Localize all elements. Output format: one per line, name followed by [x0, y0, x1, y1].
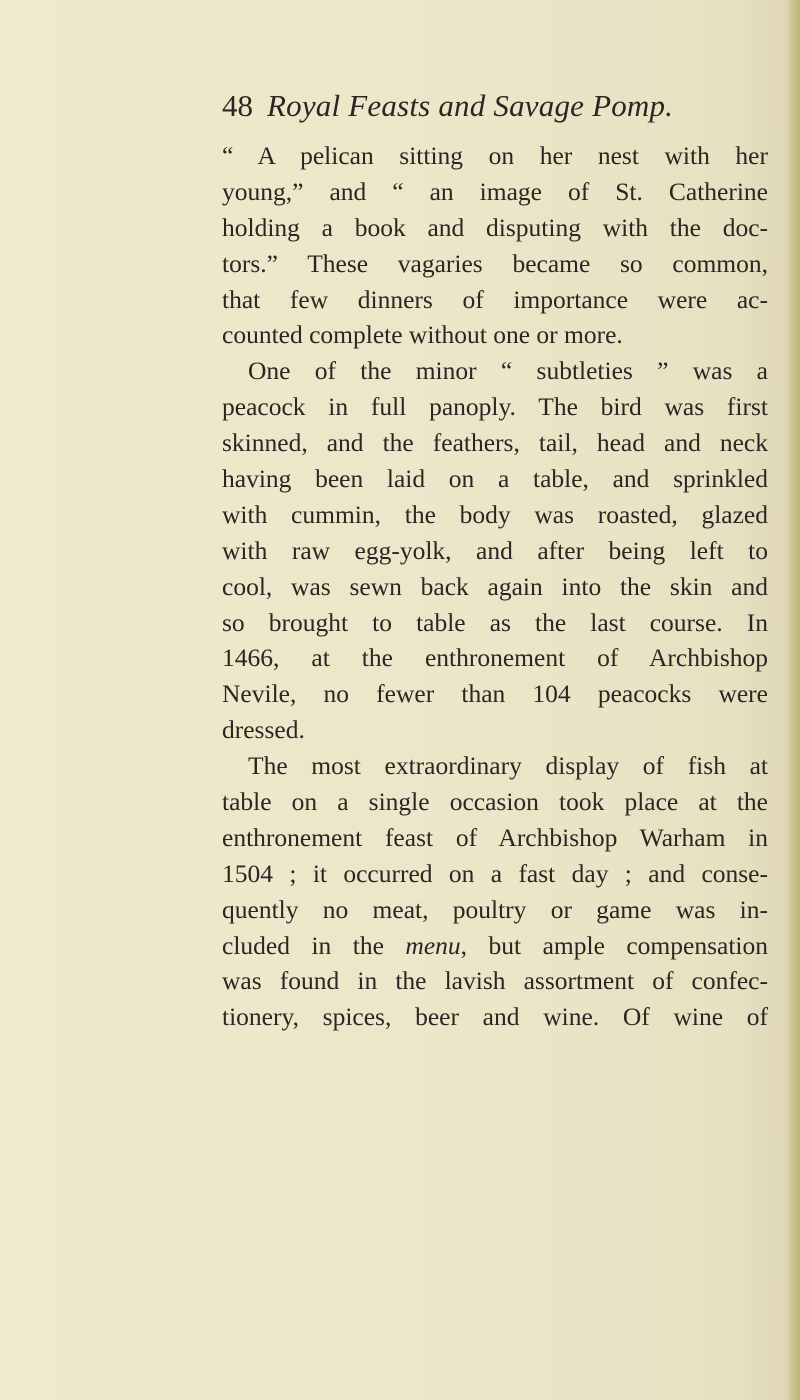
text-line: The most extraordinary display of fish at — [248, 751, 768, 781]
text-line: Nevile, no fewer than 104 peacocks were — [222, 679, 768, 709]
text-line: was found in the lavish assortment of confec- — [222, 966, 768, 996]
text-line: counted complete without one or more. — [222, 320, 623, 350]
text-line: 1504 ; it occurred on a fast day ; and conse- — [222, 858, 768, 888]
text-line: enthronement feast of Archbishop Warham in — [222, 822, 768, 852]
text-line: “ A pelican sitting on her nest with her — [222, 141, 768, 170]
page-number: 48 — [222, 88, 253, 123]
text-line: young,” and “ an image of St. Catherine — [222, 176, 768, 206]
text-line: table on a single occasion took place at the — [222, 787, 768, 817]
running-header — [222, 88, 762, 132]
text-line: One of the minor “ subtleties ” was a — [248, 356, 768, 386]
text-fragment: , but ample compensation — [460, 930, 768, 960]
text-line: dressed. — [222, 715, 305, 745]
text-line: with raw egg-yolk, and after being left to — [222, 535, 768, 565]
text-line: with cummin, the body was roasted, glazed — [222, 499, 768, 529]
text-line: cool, was sewn back again into the skin and — [222, 571, 768, 601]
text-line: having been laid on a table, and sprinkled — [222, 464, 768, 494]
text-line: peacock in full panoply. The bird was first — [222, 392, 768, 422]
text-line: tors.” These vagaries became so common, — [222, 248, 768, 278]
text-line: 1466, at the enthronement of Archbishop — [222, 643, 768, 673]
text-fragment: cluded in the — [222, 930, 384, 960]
page-edge-shadow — [786, 0, 800, 1400]
text-line — [222, 928, 768, 964]
italic-word: menu — [405, 930, 461, 960]
text-line: skinned, and the feathers, tail, head and neck — [222, 428, 768, 458]
text-line: quently no meat, poultry or game was in- — [222, 894, 768, 924]
body-text — [222, 138, 768, 1035]
text-line: that few dinners of importance were ac- — [222, 284, 768, 314]
text-line: tionery, spices, beer and wine. Of wine of — [222, 1002, 768, 1032]
text-line: holding a book and disputing with the doc- — [222, 212, 768, 242]
text-line: so brought to table as the last course. In — [222, 607, 768, 637]
running-title: Royal Feasts and Savage Pomp. — [267, 88, 674, 123]
